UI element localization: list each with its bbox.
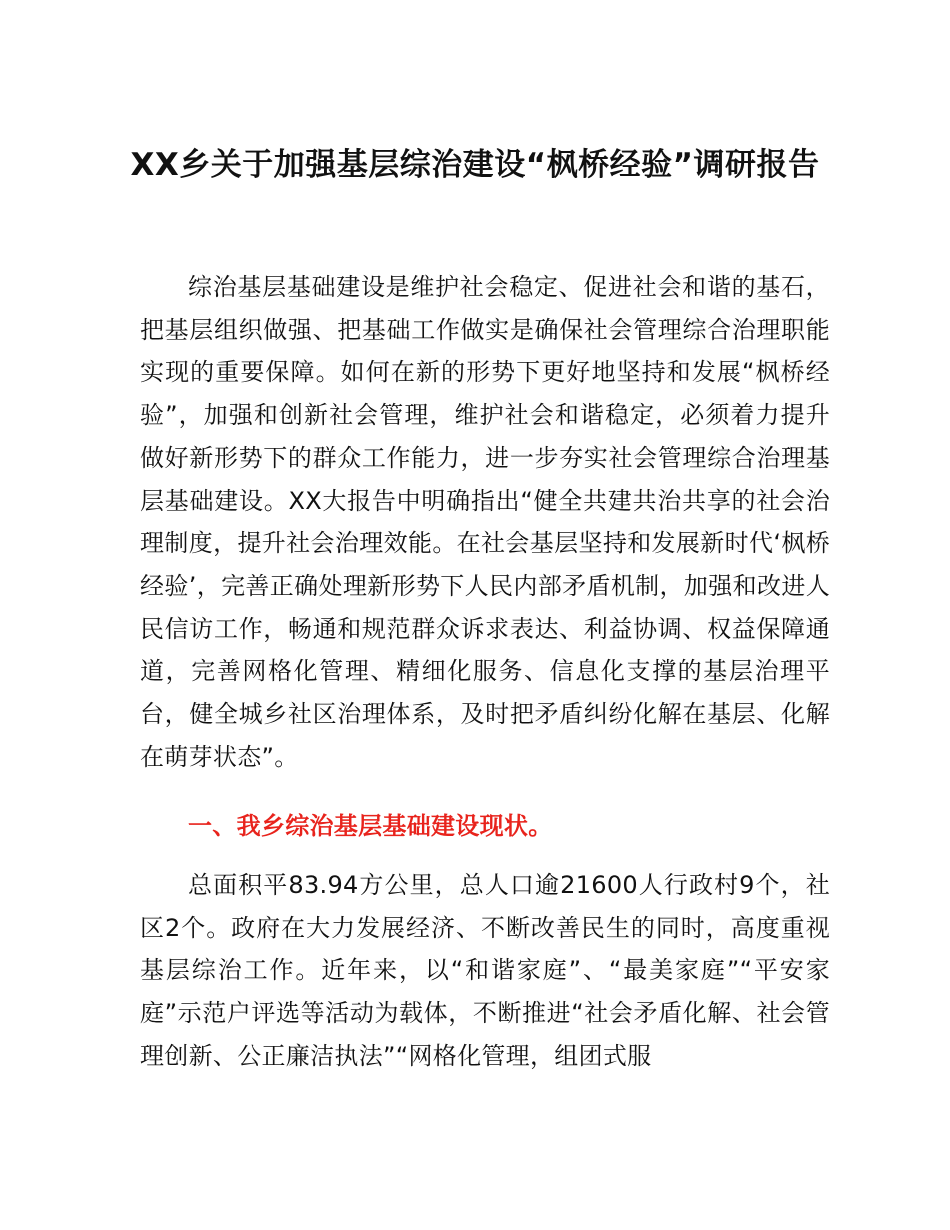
section-heading-1: 一、我乡综治基层基础建设现状。 [188, 812, 553, 840]
intro-paragraph: 综治基层基础建设是维护社会稳定、促进社会和谐的基石，把基层组织做强、把基础工作做实是确保社会管理综合治理职能实现的重要保障。如何在新的形势下更好地坚持和发展“枫桥经验”，加强和创新社会管理，维护社会和谐稳定，必须着力提升做好新形势下的群众工作能力，进一步夯实社会管理综合治理基层基础建设。XX大报告中明确指出“健全共建共治共享的社会治理制度，提升社会治理效能。在社会基层坚持和发展新时代‘枫桥经验’，完善正确处理新形势下人民内部矛盾机制，加强和改进人民信访工作，畅通和规范群众诉求表达、利益协调、权益保障通道，完善网格化管理、精细化服务、信息化支撑的基层治理平台，健全城乡社区治理体系，及时把矛盾纠纷化解在基层、化解在萌芽状态”。 [140, 273, 830, 771]
document-title: XX乡关于加强基层综治建设“枫桥经验”调研报告 [130, 147, 820, 183]
overview-paragraph: 总面积平83.94方公里，总人口逾21600人行政村9个，社区2个。政府在大力发展经济、不断改善民生的同时，高度重视基层综治工作。近年来，以“和谐家庭”、“最美家庭”“平安家庭”示范户评选等活动为载体，不断推进“社会矛盾化解、社会管理创新、公正廉洁执法”“网格化管理，组团式服 [140, 871, 830, 1070]
